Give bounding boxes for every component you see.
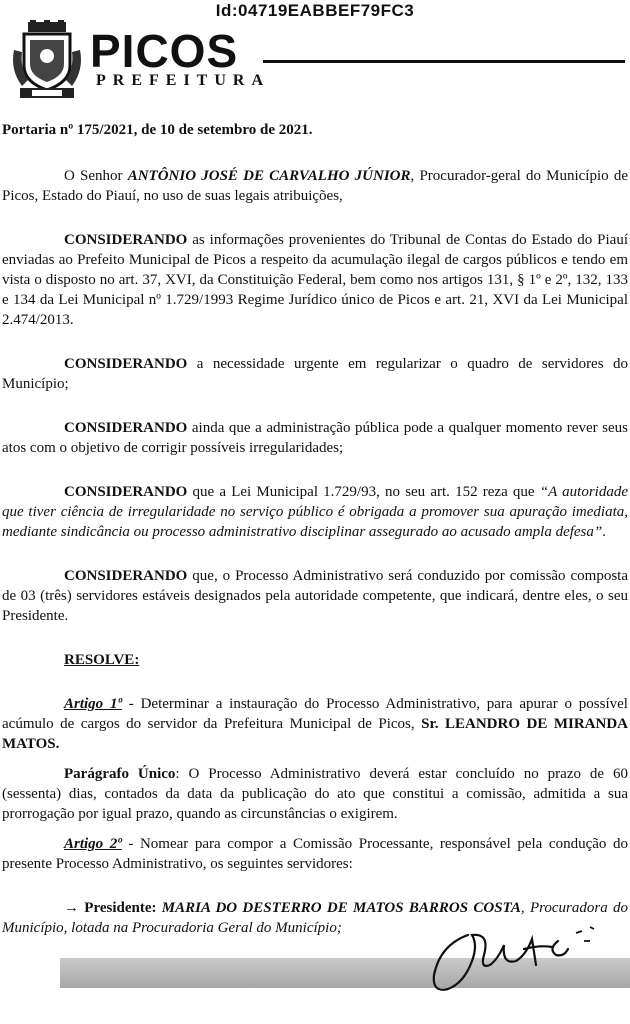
considerando-1-text: as informações provenientes do Tribunal de Contas do Estado do Piauí enviadas ao Prefeito Municipal de Picos a respeito da acumulação ilegal de cargos públicos e tendo em vista o disposto no art. 37, XVI, da Constituição Federal, bem como nos artigos 131, § 1º e 2º, 132, 133 e 134 da Lei Municipal nº 1.729/1993 Regime Jurídico único de Picos e art. 21, XVI da Lei Municipal 2.474/2013.	[2, 232, 628, 328]
lei-quote: “A autoridade que tiver ciência de irregularidade no serviço público é obrigada a promover sua apuração imediata, mediante sindicância ou processo administrativo disciplinar assegurado ao acusado ampla defesa”	[2, 484, 628, 540]
document-id: Id:04719EABBEF79FC3	[215, 1, 415, 20]
arrow-icon: →	[64, 900, 79, 916]
considerando-2-text: a necessidade urgente em regularizar o quadro de servidores do Município;	[2, 356, 628, 392]
portaria-title: Portaria nº 175/2021, de 10 de setembro de 2021.	[2, 122, 313, 138]
presidente-comma: ,	[520, 900, 525, 916]
intro-paragraph	[0, 166, 630, 206]
considerando-5	[0, 566, 630, 626]
signature-icon	[420, 905, 600, 1000]
considerando-3	[0, 418, 630, 458]
brand-subtitle: PREFEITURA	[96, 72, 271, 89]
considerando-4	[0, 482, 630, 542]
considerando-3-text: ainda que a administração pública pode a qualquer momento rever seus atos com o objetivo de corrigir possíveis irregularidades;	[2, 420, 628, 456]
considerando-5-text: que, o Processo Administrativo será conduzido por comissão composta de 03 (três) servidores estáveis designados pela autoridade competente, que indicará, dentre eles, o seu Presidente.	[2, 568, 628, 624]
artigo-2-text: - Nomear para compor a Comissão Processante, responsável pela condução do presente Processo Administrativo, os seguintes servidores:	[2, 836, 628, 872]
resolve-heading	[0, 650, 630, 670]
header-rule	[263, 60, 625, 63]
paragrafo-label: Parágrafo Único	[64, 766, 176, 782]
paragrafo-text: : O Processo Administrativo deverá estar concluído no prazo de 60 (sessenta) dias, contados da data da publicação do ato que constitui a comissão, admitida a sua prorrogação por igual prazo, quando as circunstâncias o exigirem.	[2, 766, 628, 822]
paragrafo-unico	[0, 764, 630, 824]
presidente-label: Presidente:	[79, 900, 162, 916]
document-body	[0, 120, 630, 938]
artigo-1-label: Artigo 1º	[64, 696, 122, 712]
artigo-2	[0, 834, 630, 874]
procurador-name: ANTÔNIO JOSÉ DE CARVALHO JÚNIOR	[127, 168, 411, 184]
artigo-1-text: - Determinar a instauração do Processo Administrativo, para apurar o possível acúmulo de cargos do servidor da Prefeitura Municipal de Picos,	[2, 696, 628, 732]
considerando-4-end: .	[602, 524, 606, 540]
artigo-2-label: Artigo 2º	[64, 836, 122, 852]
considerando-label: CONSIDERANDO	[64, 484, 188, 500]
intro-text-a: O Senhor	[64, 168, 128, 184]
considerando-label: CONSIDERANDO	[64, 356, 188, 372]
presidente-desc: Procuradora do Município, lotada na Procuradoria Geral do Município;	[2, 900, 629, 936]
letterhead	[8, 18, 624, 104]
intro-text-b: , Procurador-geral do Município de Picos, Estado do Piauí, no uso de suas legais atribuições,	[2, 168, 628, 204]
considerando-label: CONSIDERANDO	[64, 420, 188, 436]
presidente-name: MARIA DO DESTERRO DE MATOS BARROS COSTA	[161, 900, 521, 916]
resolve-label: RESOLVE:	[64, 652, 140, 668]
artigo-1	[0, 694, 630, 754]
considerando-label: CONSIDERANDO	[64, 568, 188, 584]
considerando-4-text: que a Lei Municipal 1.729/93, no seu art. 152 reza que	[187, 484, 540, 500]
coat-of-arms-icon	[10, 20, 84, 102]
considerando-label: CONSIDERANDO	[64, 232, 188, 248]
considerando-1	[0, 230, 630, 330]
considerando-2	[0, 354, 630, 394]
servidor-name: Sr. LEANDRO DE MIRANDA MATOS.	[2, 716, 628, 752]
brand-name: PICOS	[90, 25, 239, 77]
